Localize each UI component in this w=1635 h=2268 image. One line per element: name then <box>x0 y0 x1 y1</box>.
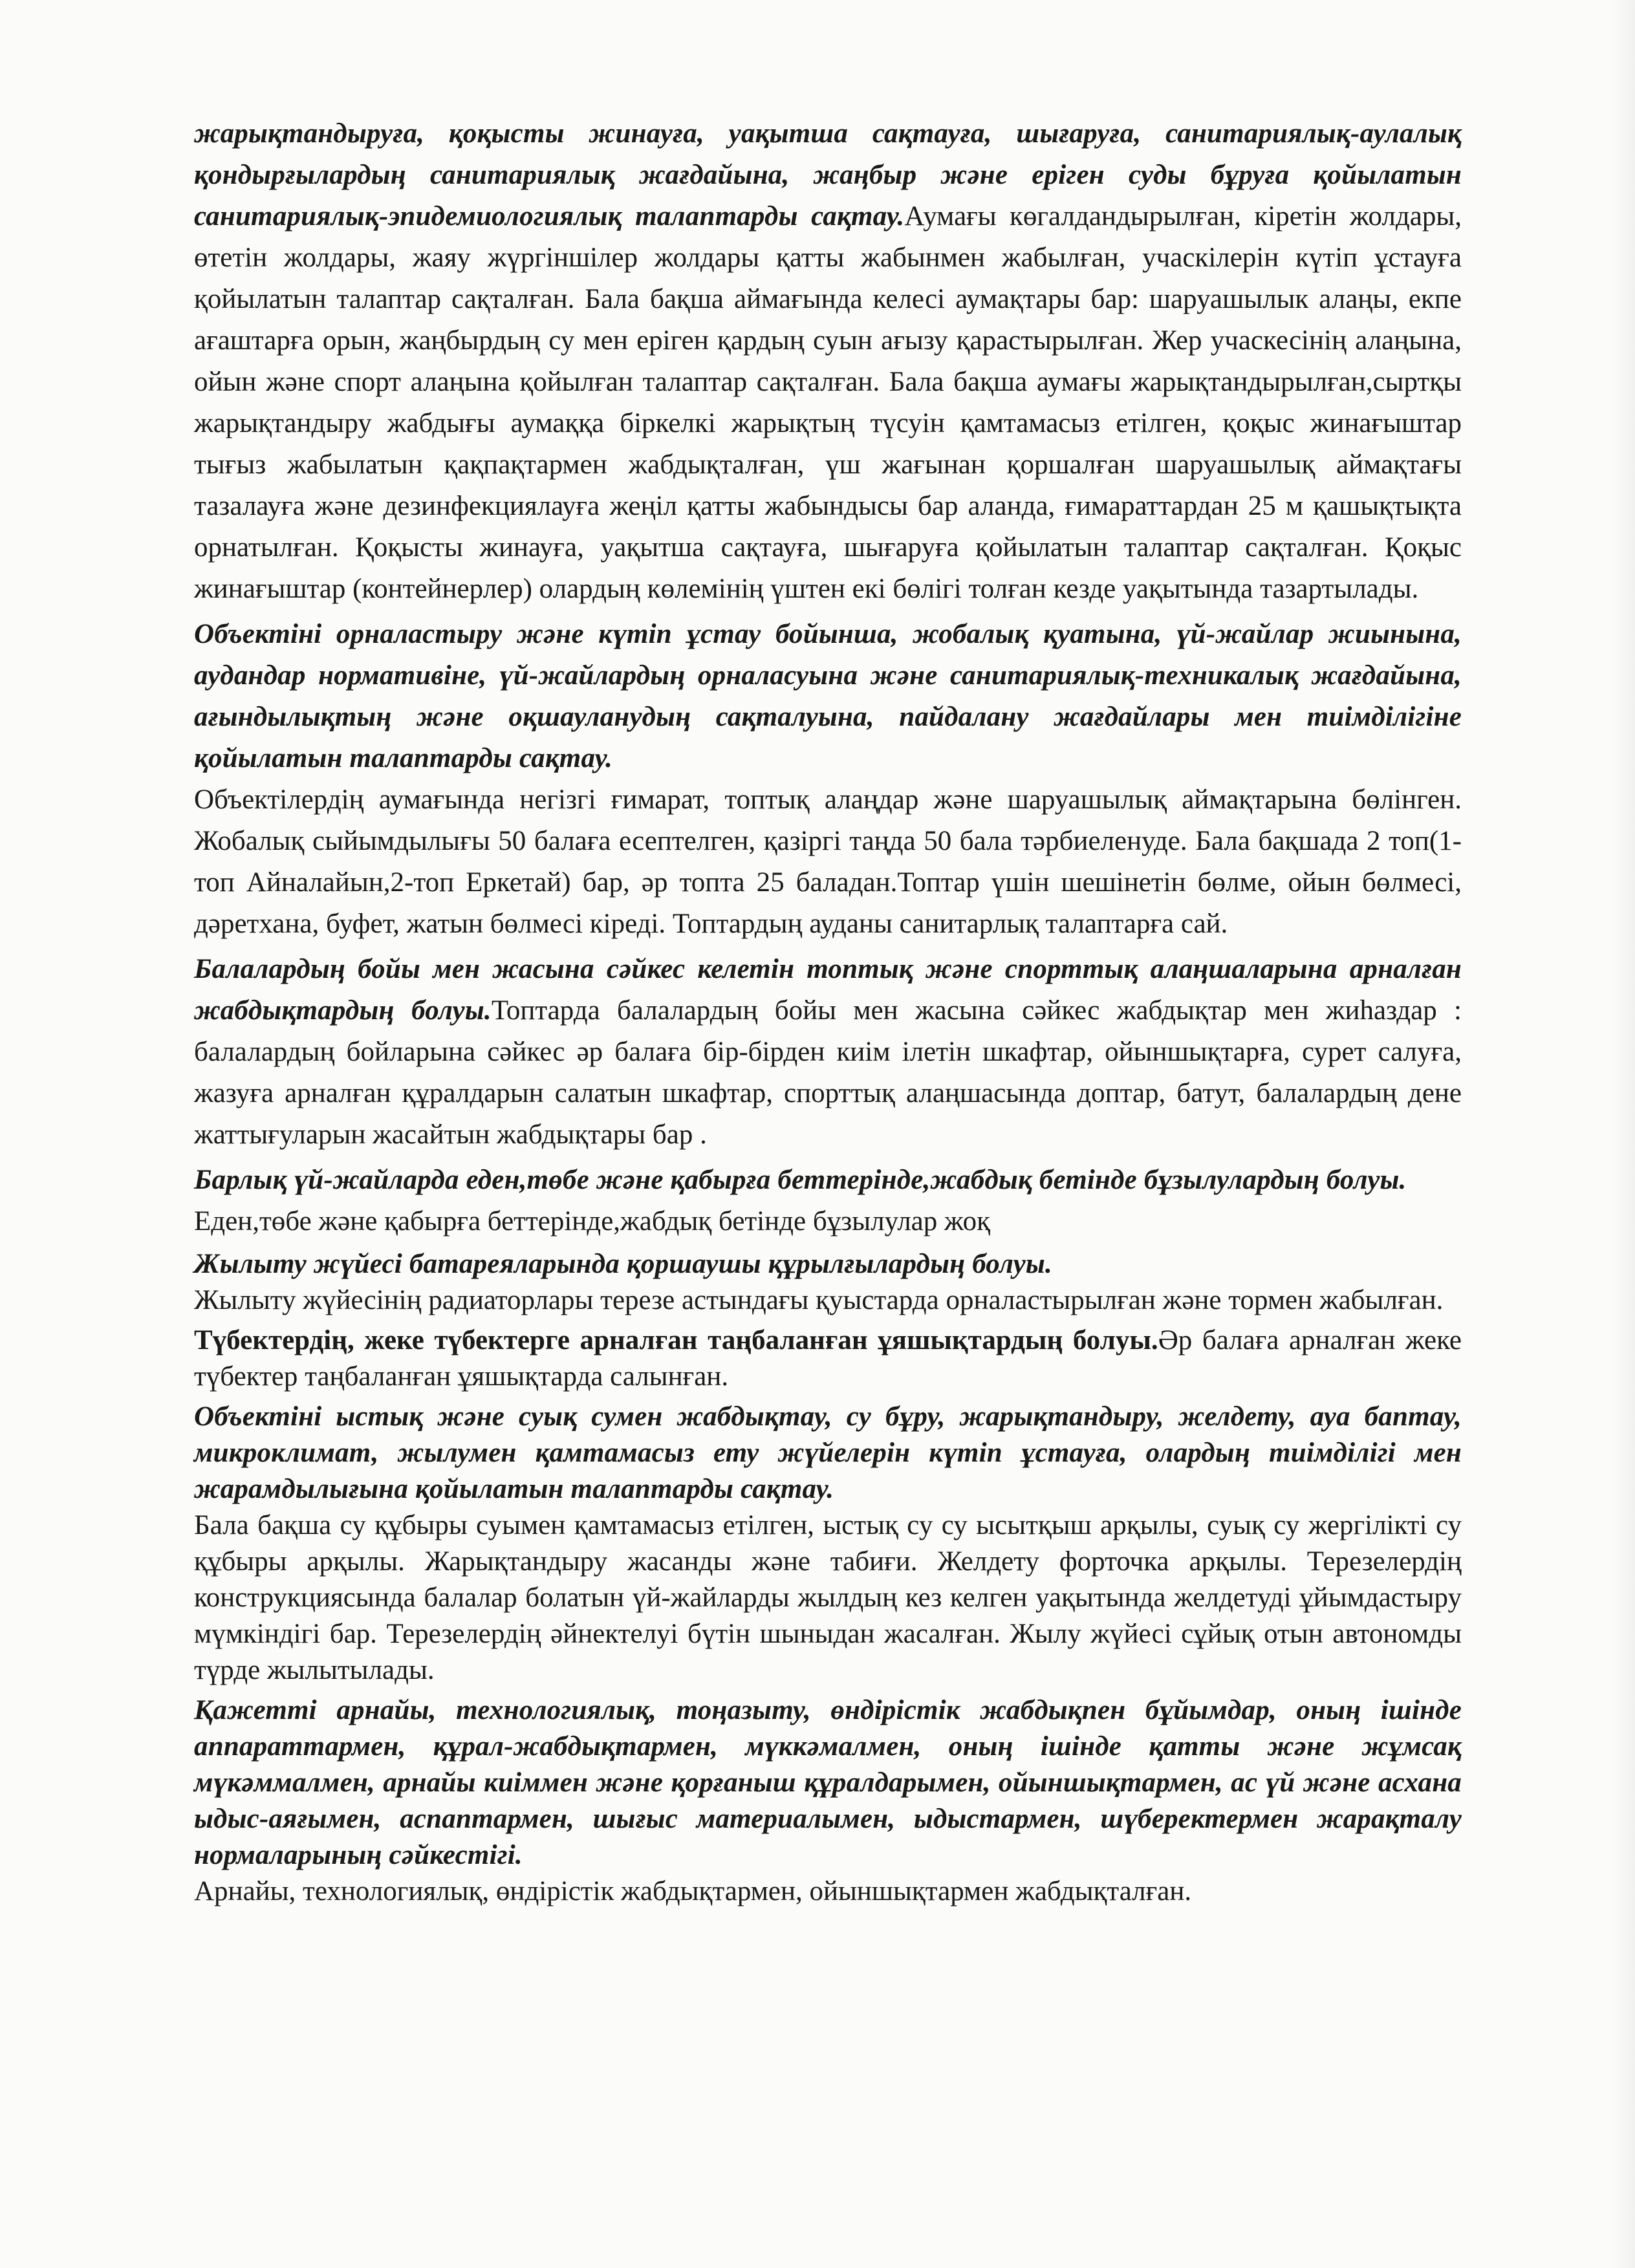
paragraph-supplies <box>194 1692 1462 1910</box>
section-body-territory: Аумағы көгалдандырылған, кіретін жолдары, өтетін жолдары, жаяу жүргіншілер жолдары қатты жабынмен жабылған, учаскілерін күтіп ұстауға қойылатын талаптар сақталған. Бала бақша аймағында келесі аумақтары бар: шаруашылык алаңы, екпе ағаштарға орын, жаңбырдың су мен еріген қардың суын ағызу қарастырылған. Жер учаскесінің алаңына, ойын және спорт алаңына қойылған талаптар сақталған. Бала бақша аумағы жарықтандырылған,сыртқы жарықтандыру жабдығы аумаққа біркелкі жарықтың түсуін қамтамасыз етілген, қоқыс жинағыштар тығыз жабылатын қақпақтармен жабдықталған, үш жағынан қоршалған шаруашылық аймақтағы тазалауға және дезинфекциялауға жеңіл қатты жабындысы бар аланда, ғимараттардан 25 м қашықтықта орнатылған. Қоқысты жинауға, уақытша сақтауға, шығаруға қойылатын талаптар сақталған. Қоқыс жинағыштар (контейнерлер) олардың көлемінің үштен екі бөлігі толған кезде уақытында тазартылады. <box>194 201 1462 604</box>
section-heading-territory: жарықтандыруға, қоқысты жинауға, уақытша сақтауға, шығаруға, санитариялық-аулалық қондырғылардың санитариялық жағдайына, жаңбыр және еріген суды бұруға қойылатын санитариялық-эпидемиологиялық талаптарды сақтау. <box>194 118 1462 232</box>
paragraph-potties <box>194 1323 1462 1395</box>
section-heading-supplies: Қажетті арнайы, технологиялық, тоңазыту, өндірістік жабдықпен бұйымдар, оның ішінде аппараттармен, құрал-жабдықтармен, мүккәмалмен, оның ішінде қатты және жұмсақ мүкәммалмен, арнайы киіммен және қорғаныш құралдарымен, ойыншықтармен, ас үй және асхана ыдыс-аяғымен, аспаптармен, шығыс материалымен, ыдыстармен, шүберектермен жарақталу нормаларының сәйкестігі. <box>194 1695 1462 1870</box>
section-heading-equipment: Балалардың бойы мен жасына сәйкес келетін топтық және спорттық алаңшаларына арналған жабдықтардың болуы. <box>194 954 1462 1026</box>
paragraph-territory <box>194 113 1462 610</box>
section-heading-potties: Түбектердің, жеке түбектерге арналған таңбаланған ұяшықтардың болуы. <box>194 1325 1158 1355</box>
section-heading-placement: Объектіні орналастыру және күтіп ұстау бойынша, жобалық қуатына, үй-жайлар жиынына, аудандар нормативіне, үй-жайлардың орналасуына және санитариялық-техникалық жағдайына, ағындылықтың және оқшауланудың сақталуына, пайдалану жағдайлары мен тиімділігіне қойылатын талаптарды сақтау. <box>194 619 1462 773</box>
section-body-placement: Объектілердің аумағында негізгі ғимарат, топтық алаңдар және шаруашылық аймақтарына бөлінген. Жобалық сыйымдылығы 50 балаға есептелген, қазіргі таңда 50 бала тәрбиеленуде. Бала бақшада 2 топ(1-топ Айналайын,2-топ Еркетай) бар, әр топта 25 баладан.Топтар үшін шешінетін бөлме, ойын бөлмесі, дәретхана, буфет, жатын бөлмесі кіреді. Топтардың ауданы санитарлық талаптарға сай. <box>194 784 1462 939</box>
section-body-heating: Жылыту жүйесінің радиаторлары терезе астындағы қуыстарда орналастырылған және тормен жабылған. <box>194 1285 1444 1315</box>
section-body-utilities: Бала бақша су құбыры суымен қамтамасыз етілген, ыстық су су ысытқыш арқылы, суық су жергілікті су құбыры арқылы. Жарықтандыру жасанды және табиғи. Желдету форточка арқылы. Терезелердің конструкциясында балалар болатын үй-жайларды жылдың кез келген уақытында желдетуді ұйымдастыру мүмкіндігі бар. Терезелердің әйнектелуі бүтін шыныдан жасалған. Жылу жүйесі сұйық отын автономды түрде жылытылады. <box>194 1510 1462 1685</box>
section-heading-utilities: Объектіні ыстық және суық сумен жабдықтау, су бұру, жарықтандыру, желдету, ауа баптау, микроклимат, жылумен қамтамасыз ету жүйелерін күтіп ұстауға, олардың тиімділігі мен жарамдылығына қойылатын талаптарды сақтау. <box>194 1401 1462 1504</box>
section-heading-heating: Жылыту жүйесі батареяларында қоршаушы құрылғылардың болуы. <box>194 1249 1052 1279</box>
section-body-supplies: Арнайы, технологиялық, өндірістік жабдықтармен, ойыншықтармен жабдықталған. <box>194 1876 1192 1906</box>
section-body-surfaces: Еден,төбе және қабырға беттерінде,жабдық бетінде бұзылулар жоқ <box>194 1206 991 1237</box>
section-body-equipment: Топтарда балалардың бойы мен жасына сәйкес жабдықтар мен жиһаздар : балалардың бойларына сәйкес әр балаға бір-бірден киім ілетін шкафтар, ойыншықтарға, сурет салуға, жазуға арналған құралдарын салатын шкафтар, спорттық алаңшасында доптар, батут, балалардың дене жаттығуларын жасайтын жабдықтары бар . <box>194 995 1462 1150</box>
paragraph-utilities <box>194 1399 1462 1689</box>
document-page <box>194 113 1462 1914</box>
section-body-potties: Әр балаға арналған жеке түбектер таңбаланған ұяшықтарда салынған. <box>194 1325 1462 1392</box>
scan-shadow <box>1609 0 1635 2268</box>
section-heading-surfaces: Барлық үй-жайларда еден,төбе және қабырға беттерінде,жабдық бетінде бұзылулардың болуы. <box>194 1165 1407 1195</box>
paragraph-heating <box>194 1246 1462 1319</box>
paragraph-placement <box>194 614 1462 945</box>
paragraph-surfaces <box>194 1160 1462 1242</box>
paragraph-equipment <box>194 949 1462 1156</box>
